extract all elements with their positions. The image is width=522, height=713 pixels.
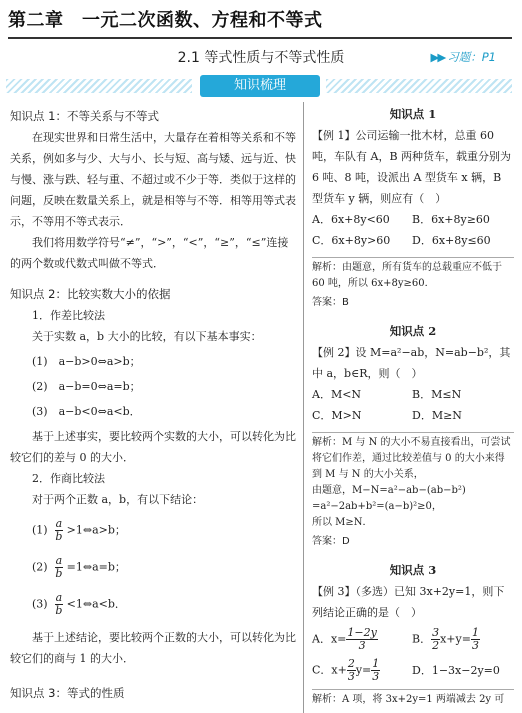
chapter-rule (8, 37, 512, 39)
frac-denominator: b (55, 530, 63, 543)
frac-numerator: 1 (372, 657, 380, 670)
method1-title: 1．作差比较法 (32, 309, 105, 322)
example1-title: 知识点 1 (389, 107, 437, 121)
method2-rule-3 (10, 592, 296, 617)
example2-analysis-1: 解析：M 与 N 的大小不易直接看出，可尝试将它们作差，通过比较差值与 0 的大小来得到 M 与 N 的大小关系， (312, 437, 511, 480)
rule-text: <1⇔a<b． (66, 597, 126, 611)
exercise-reference (431, 49, 496, 65)
rule-number: (3) (32, 597, 48, 611)
method2-title: 2．作商比较法 (32, 472, 105, 485)
option-d: D．M≥N (412, 409, 462, 422)
option-a: A．6x+8y<60 (312, 213, 390, 226)
fraction (471, 627, 480, 652)
rule-text: =1⇔a=b； (66, 560, 126, 574)
example3-question: 【例 3】（多选）已知 3x+2y=1，则下列结论正确的是（ ） (312, 585, 505, 619)
opt-text: x+y= (440, 632, 471, 646)
section-title: 2.1 等式性质与不等式性质 (177, 50, 345, 66)
method1-intro: 关于实数 a，b 大小的比较，有以下基本事实： (32, 330, 262, 343)
frac-denominator: 3 (372, 670, 380, 683)
option-c (312, 658, 412, 683)
fraction (431, 627, 440, 652)
kp2-heading: 知识点 2：比较实数大小的依据 (10, 287, 171, 301)
example2-analysis-3: =a²−2ab+b²=(a−b)²≥0， (312, 501, 442, 512)
rule-number: (2) (32, 560, 48, 574)
option-c: C．M>N (312, 409, 362, 422)
option-c: C．6x+8y>60 (312, 234, 391, 247)
option-d: D．1−3x−2y=0 (412, 663, 500, 677)
kp1-paragraph-2: 我们将用数学符号“≠”，“>”，“<”，“≥”，“≤”连接的两个数或代数式叫做不等式． (10, 236, 289, 270)
knowledge-banner (0, 72, 522, 100)
example3-title: 知识点 3 (389, 563, 437, 577)
separator (312, 432, 514, 433)
option-b (412, 627, 512, 652)
example2-analysis-2: 由题意，M−N=a²−ab−(ab−b²) (312, 485, 466, 496)
examples-column (312, 102, 514, 708)
example1-answer: 答案：B (312, 297, 349, 308)
kp3-heading: 知识点 3：等式的性质 (10, 686, 125, 700)
opt-text: y= (355, 663, 372, 677)
option-a (312, 627, 412, 652)
method2-rule-1 (10, 518, 296, 543)
fraction (371, 658, 380, 683)
chapter-header (0, 0, 522, 40)
frac-numerator: 1−2y (347, 626, 377, 639)
double-arrow-icon: ▶▶ (430, 50, 445, 64)
example2-analysis-4: 所以 M≥N． (312, 517, 373, 528)
fraction-a-over-b (55, 555, 64, 580)
option-d: D．6x+8y≤60 (412, 234, 491, 247)
banner-stripe-left (6, 79, 192, 93)
chapter-title: 第二章 一元二次函数、方程和不等式 (8, 10, 323, 31)
opt-prefix: B． (412, 632, 432, 646)
fraction-a-over-b (55, 518, 64, 543)
example2-options (312, 384, 514, 426)
frac-denominator: 3 (358, 639, 366, 652)
exercise-ref-text: 习题：P1 (447, 50, 496, 64)
example1-analysis: 解析：由题意，所有货车的总载重应不低于 60 吨，所以 6x+8y≥60． (312, 262, 502, 289)
option-a: A．M<N (312, 388, 362, 401)
rule-number: (1) (32, 523, 48, 537)
example3-options (312, 627, 514, 683)
frac-denominator: 3 (347, 670, 355, 683)
method1-rule-3: (3) a−b<0⇔a<b． (32, 405, 141, 418)
option-b: B．M≤N (412, 388, 462, 401)
example1-question: 【例 1】公司运输一批木材，总重 60 吨，车队有 A，B 两种货车，载重分别为 6 吨、8 吨，设派出 A 型货车 x 辆，B 型货车 y 辆，则应有（ ） (312, 129, 512, 205)
method2-rule-2 (10, 555, 296, 580)
method2-conclusion: 基于上述结论，要比较两个正数的大小，可以转化为比较它们的商与 1 的大小． (10, 631, 296, 665)
frac-numerator: a (55, 517, 63, 530)
frac-denominator: b (55, 567, 63, 580)
method1-rule-1: (1) a−b>0⇔a>b； (32, 355, 141, 368)
opt-prefix: A．x= (312, 632, 347, 646)
fraction (346, 627, 377, 652)
kp1-heading: 知识点 1：不等关系与不等式 (10, 109, 159, 123)
method1-conclusion: 基于上述事实，要比较两个实数的大小，可以转化为比较它们的差与 0 的大小． (10, 430, 296, 464)
frac-numerator: 3 (432, 626, 440, 639)
frac-numerator: a (55, 591, 63, 604)
example2-answer: 答案：D (312, 536, 350, 547)
example2-title: 知识点 2 (389, 324, 437, 338)
frac-denominator: 3 (471, 639, 479, 652)
method2-intro: 对于两个正数 a，b，有以下结论： (32, 493, 204, 506)
example3-analysis: 解析：A 项，将 3x+2y=1 两端减去 2y 可 (312, 694, 505, 705)
frac-numerator: 2 (347, 657, 355, 670)
banner-label: 知识梳理 (200, 75, 320, 97)
rule-text: >1⇔a>b； (66, 523, 126, 537)
opt-prefix: C．x+ (312, 663, 347, 677)
frac-numerator: 1 (471, 626, 479, 639)
fraction (347, 658, 356, 683)
method1-rule-2: (2) a−b=0⇔a=b； (32, 380, 141, 393)
kp1-paragraph-1: 在现实世界和日常生活中，大量存在着相等关系和不等关系，例如多与少、大与小、长与短、高与矮、远与近、快与慢、涨与跌、轻与重、不超过或不少于等．类似于这样的问题，反映在数量关系上，就是相等与不等．相等用等式表示，不等用不等式表示． (10, 131, 296, 228)
frac-numerator: a (55, 554, 63, 567)
frac-denominator: b (55, 604, 63, 617)
option-b: B．6x+8y≥60 (412, 213, 490, 226)
fraction-a-over-b (55, 592, 64, 617)
banner-stripe-right (326, 79, 512, 93)
separator (312, 257, 514, 258)
example1-options (312, 209, 514, 251)
example2-question: 【例 2】设 M=a²−ab，N=ab−b²，其中 a，b∈R，则（ ） (312, 346, 511, 380)
column-divider (303, 102, 304, 713)
frac-denominator: 2 (432, 639, 440, 652)
knowledge-column (10, 102, 296, 704)
separator (312, 689, 514, 690)
